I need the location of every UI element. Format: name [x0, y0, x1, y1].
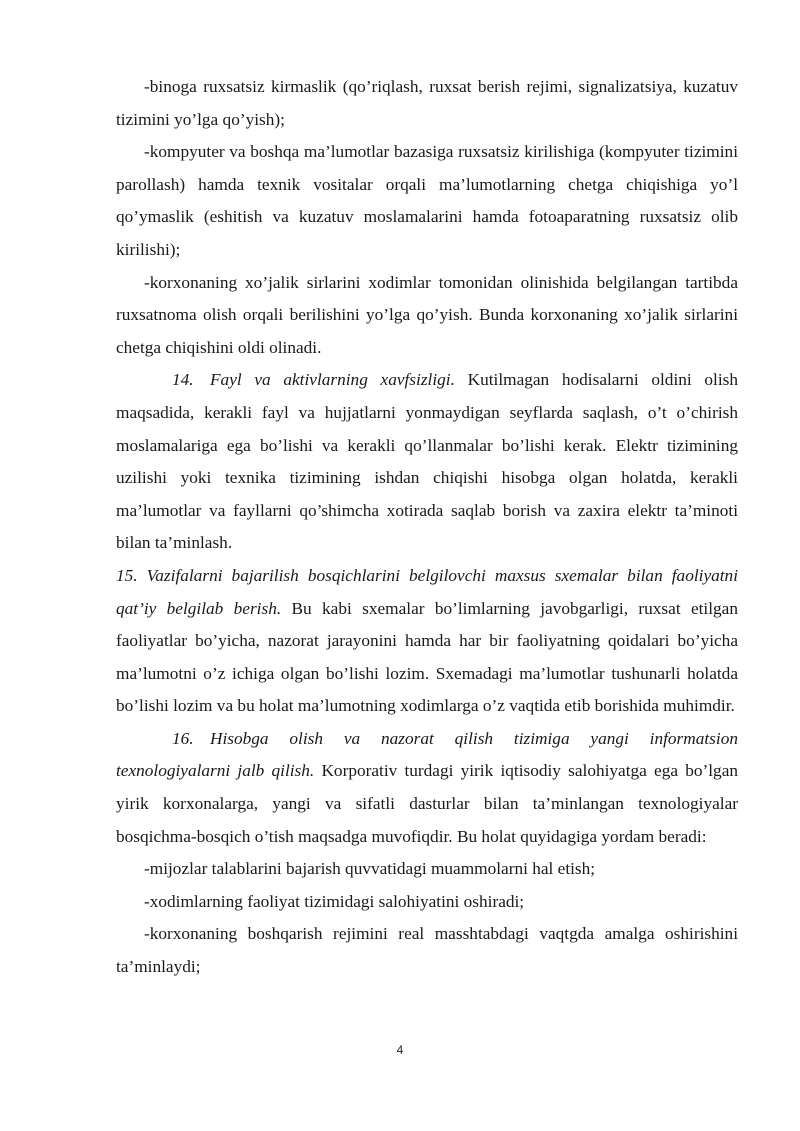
section-16	[116, 723, 738, 853]
paragraph-building-access	[116, 71, 738, 136]
section-text: Bu kabi sxemalar bo’limlarning javobgarligi, ruxsat etilgan faoliyatlar bo’yicha, nazorat jarayonini hamda har bir faoliyatning qoidalari bo’yicha ma’lumotni o’z ichiga olgan bo’lishi lozim. Sxemadagi ma’lumotlar tushunarli holatda bo’lishi lozim va bu holat ma’lumotning xodimlarga o’z vaqtida etib borishida muhimdir.	[116, 598, 738, 716]
section-text: Korporativ turdagi yirik iqtisodiy salohiyatga ega bo’lgan yirik korxonalarga, yangi va sifatli dasturlar bilan ta’minlangan texnologiyalar bosqichma-bosqich o’tish maqsadga muvofiqdir. Bu holat quyidagiga yordam beradi:	[116, 761, 739, 846]
paragraph-text: -kompyuter va boshqa ma’lumotlar bazasiga ruxsatsiz kirilishiga (kompyuter tizimini parollash) hamda texnik vositalar orqali ma’lumotlarning chetga chiqishiga yo’l qo’ymaslik (eshitish va kuzatuv moslamalarini hamda fotoaparatning ruxsatsiz olib kirilishi);	[116, 142, 738, 259]
paragraph-text: -xodimlarning faoliyat tizimidagi salohiyatini oshiradi;	[144, 891, 525, 911]
section-number: 15.	[116, 565, 138, 585]
paragraph-text: -korxonaning xo’jalik sirlarini xodimlar tomonidan olinishida belgilangan tartibda ruxsatnoma olish orqali berilishini yo’lga qo’yish. Bunda korxonaning xo’jalik sirlarini chetga chiqishini oldi olinadi.	[116, 272, 738, 357]
page-body	[116, 71, 738, 984]
paragraph-trade-secrets	[116, 267, 738, 365]
paragraph-text: -mijozlar talablarini bajarish quvvatidagi muammolarni hal etish;	[144, 859, 596, 879]
section-title: Hisobga olish va nazorat qilish tizimiga yangi informatsion texnologiyalarni jalb qilish.	[116, 728, 738, 781]
page-number: 4	[396, 1043, 404, 1057]
paragraph-computer-access	[116, 136, 738, 266]
list-item-clients	[116, 853, 738, 886]
section-title: Vazifalarni bajarilish bosqichlarini belgilovchi maxsus sxemalar bilan faoliyatni qat’iy belgilab berish.	[116, 565, 738, 618]
list-item-staff	[116, 886, 738, 919]
section-number: 16.	[172, 728, 194, 748]
section-title: Fayl va aktivlarning xavfsizligi.	[210, 370, 455, 390]
paragraph-text: -korxonaning boshqarish rejimini real masshtabdagi vaqtgda amalga oshirishini ta’minlaydi;	[116, 924, 738, 977]
section-text: Kutilmagan hodisalarni oldini olish maqsadida, kerakli fayl va hujjatlarni yonmaydigan seyflarda saqlash, o’t o’chirish moslamalariga ega bo’lishi va kerakli qo’llanmalar bo’lishi kerak. Elektr tizimining uzilishi yoki texnika tizimining ishdan chiqishi hisobga olgan holatda, kerakli ma’lumotlar va fayllarni qo’shimcha xotirada saqlab borish va zaxira elektr ta’minoti bilan ta’minlash.	[116, 370, 738, 553]
section-14	[116, 364, 738, 560]
section-15	[116, 560, 738, 723]
section-number: 14.	[172, 370, 194, 390]
list-item-management	[116, 918, 738, 983]
paragraph-text: -binoga ruxsatsiz kirmaslik (qo’riqlash, ruxsat berish rejimi, signalizatsiya, kuzatuv tizimini yo’lga qo’yish);	[116, 77, 738, 129]
